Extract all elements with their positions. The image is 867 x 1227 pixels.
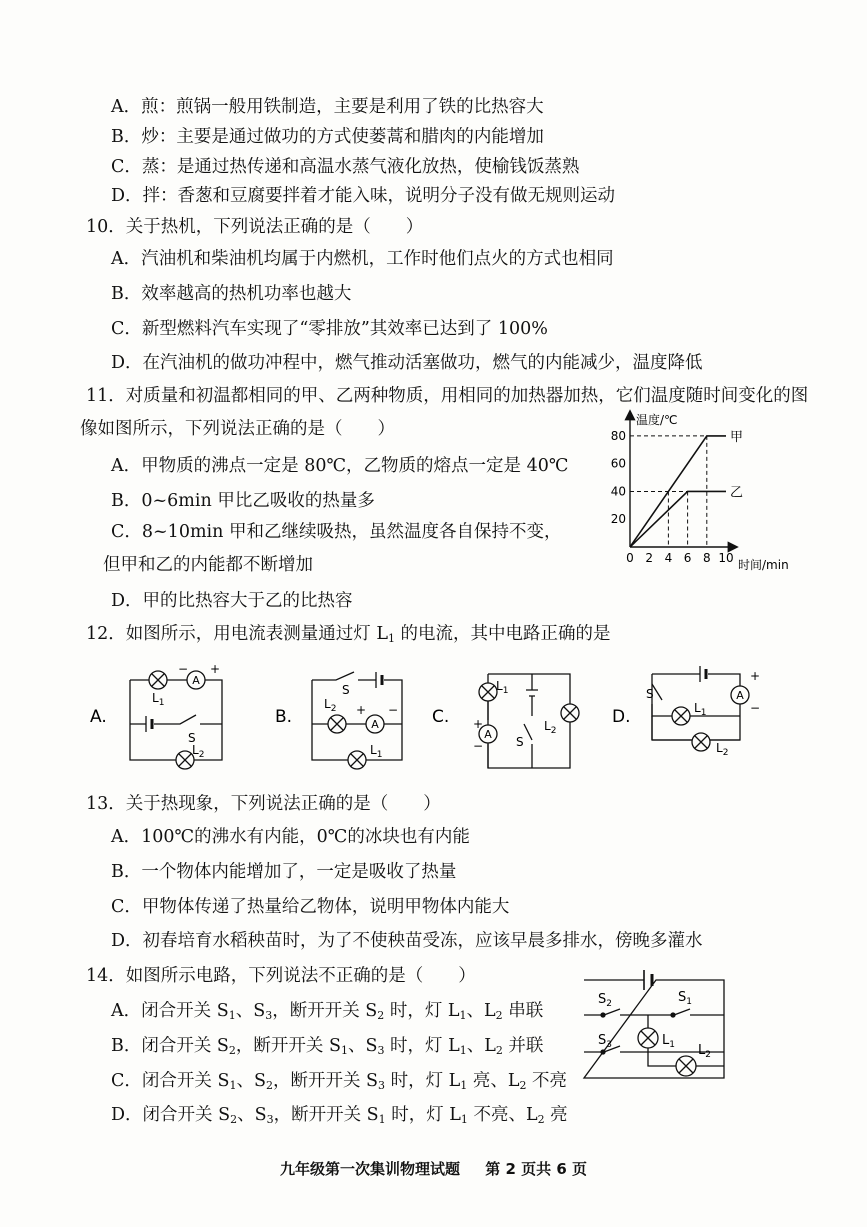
q11-stem-line1: 11．对质量和初温都相同的甲、乙两种物质，用相同的加热器加热，它们温度随时间变化的图 — [86, 386, 809, 406]
d-l1-label: $L_1$ — [694, 701, 707, 718]
text-fragment: 、L — [466, 1036, 496, 1056]
text-fragment: 不亮 — [526, 1071, 568, 1091]
footer-title: 九年级第一次集训物理试题 — [279, 1160, 460, 1178]
s1-label: $S_1$ — [678, 990, 692, 1007]
q9-option-b: B．炒：主要是通过做功的方式使蒌蒿和腊肉的内能增加 — [111, 127, 544, 147]
subscript: 2 — [537, 1113, 545, 1126]
x-tick-label: 4 — [664, 551, 673, 565]
text-fragment: 、S — [347, 1036, 378, 1056]
c-ammeter-letter: A — [484, 728, 492, 741]
q14-option-c — [111, 1070, 567, 1097]
q11-option-a: A．甲物质的沸点一定是 80℃，乙物质的熔点一定是 40℃ — [111, 456, 569, 476]
text-fragment: 串联 — [502, 1001, 544, 1021]
q10-stem: 10．关于热机，下列说法正确的是（ ） — [86, 217, 424, 237]
q11-option-b: B．0~6min 甲比乙吸收的热量多 — [111, 491, 375, 511]
text-fragment: C．闭合开关 S — [111, 1071, 230, 1091]
q14-option-a — [111, 1000, 543, 1027]
q11-option-c-line1: C．8~10min 甲和乙继续吸热，虽然温度各自保持不变， — [111, 522, 562, 542]
q13-option-b: B．一个物体内能增加了，一定是吸收了热量 — [111, 862, 457, 882]
c-l2-label: $L_2$ — [544, 719, 557, 736]
a-l2-label: $L_2$ — [192, 743, 205, 760]
b-s-label: S — [342, 683, 350, 697]
b-l1-label: $L_1$ — [370, 743, 383, 760]
a-wires — [130, 680, 222, 760]
q13-option-a: A．100℃的沸水有内能，0℃的冰块也有内能 — [111, 827, 470, 847]
q14-circuit-labels — [598, 990, 711, 1060]
y-axis-label: 温度/℃ — [636, 413, 678, 427]
subscript: 1 — [460, 1079, 468, 1092]
y-tick-label: 60 — [610, 456, 626, 471]
a-minus: − — [178, 662, 189, 676]
x-tick-label: 6 — [683, 551, 692, 565]
q11-temperature-chart — [604, 404, 804, 576]
y-tick-label: 80 — [610, 428, 626, 443]
text-fragment: 时，灯 L — [384, 1001, 460, 1021]
text-fragment: ，断开开关 S — [273, 1105, 379, 1125]
b-ammeter-letter: A — [371, 718, 379, 731]
q12-stem-a: 12．如图所示，用电流表测量通过灯 L — [86, 624, 388, 644]
circuit-b-label: B. — [275, 707, 293, 727]
q14-circuit — [574, 960, 734, 1080]
text-fragment: 不亮、L — [467, 1105, 538, 1125]
subscript: 3 — [378, 1079, 386, 1092]
x-tick-label: 0 — [626, 551, 634, 565]
l2-label: $L_2$ — [698, 1043, 711, 1060]
q12-stem — [86, 623, 611, 650]
q13-option-c: C．甲物体传递了热量给乙物体，说明甲物体内能大 — [111, 897, 510, 917]
text-fragment: B．闭合开关 S — [111, 1036, 229, 1056]
a-s-label: S — [188, 731, 196, 745]
series-label-0: 甲 — [730, 429, 744, 445]
subscript: 2 — [377, 1009, 385, 1022]
subscript: 1 — [459, 1044, 467, 1057]
c-branch — [524, 674, 538, 768]
a-l1-label: $L_1$ — [152, 691, 165, 708]
x-tick-label: 8 — [702, 551, 711, 565]
q11-option-c-line2: 但甲和乙的内能都不断增加 — [103, 555, 313, 575]
d-minus: − — [750, 701, 761, 715]
text-fragment: 亮 — [544, 1105, 568, 1125]
c-s-label: S — [516, 735, 524, 749]
q12-circuits — [80, 660, 800, 780]
q10-option-d: D．在汽油机的做功冲程中，燃气推动活塞做功，燃气的内能减少，温度降低 — [111, 353, 703, 373]
a-plus: + — [210, 662, 221, 676]
x-axis-label: 时间/min — [738, 558, 789, 572]
subscript: 2 — [228, 1044, 236, 1057]
y-tick-label: 40 — [610, 484, 626, 499]
q11-option-d: D．甲的比热容大于乙的比热容 — [111, 591, 353, 611]
q10-option-c: C．新型燃料汽车实现了“零排放”其效率已达到了 100% — [111, 319, 548, 339]
q13-option-d: D．初春培育水稻秧苗时，为了不使秧苗受冻，应该早晨多排水，傍晚多灌水 — [111, 931, 703, 951]
text-fragment: 时，灯 L — [385, 1105, 461, 1125]
text-fragment: ，断开开关 S — [272, 1001, 378, 1021]
text-fragment: 亮、L — [467, 1071, 520, 1091]
text-fragment: 、S — [235, 1001, 266, 1021]
b-l2-label: $L_2$ — [324, 697, 337, 714]
circuit-d-label: D. — [612, 707, 631, 727]
q10-option-a: A．汽油机和柴油机均属于内燃机，工作时他们点火的方式也相同 — [111, 249, 614, 269]
x-tick-label: 10 — [718, 551, 734, 565]
footer-page-number: 第 2 页共 6 页 — [485, 1160, 587, 1178]
d-l2-label: $L_2$ — [716, 741, 729, 758]
q11-stem-line2: 像如图所示，下列说法正确的是（ ） — [80, 419, 395, 439]
q14-option-d — [111, 1104, 568, 1131]
subscript: 2 — [519, 1079, 527, 1092]
q13-stem: 13．关于热现象，下列说法正确的是（ ） — [86, 794, 441, 814]
d-s-label: S — [646, 687, 654, 701]
y-tick-label: 20 — [610, 512, 626, 527]
page-footer — [0, 1158, 867, 1179]
q9-option-c: C．蒸：是通过热传递和高温水蒸气液化放热，使榆钱饭蒸熟 — [111, 157, 580, 177]
subscript: 3 — [265, 1009, 273, 1022]
text-fragment: ，断开开关 S — [235, 1036, 341, 1056]
a-ammeter-letter: A — [192, 674, 200, 687]
q9-option-a: A．煎：煎锅一般用铁制造，主要是利用了铁的比热容大 — [111, 97, 544, 117]
circuit-a-label: A. — [90, 707, 107, 727]
subscript: 3 — [266, 1113, 274, 1126]
q14-option-b — [111, 1035, 543, 1062]
subscript: 1 — [460, 1113, 468, 1126]
text-fragment: 、S — [237, 1105, 267, 1125]
subscript: 3 — [377, 1044, 385, 1057]
subscript: 2 — [495, 1009, 503, 1022]
subscript: 2 — [265, 1079, 273, 1092]
c-l1-label: $L_1$ — [496, 679, 509, 696]
c-plus: + — [473, 717, 484, 731]
q9-option-d: D．拌：香葱和豆腐要拌着才能入味，说明分子没有做无规则运动 — [111, 186, 616, 206]
s3-label: $S_3$ — [598, 1033, 612, 1050]
text-fragment: 并联 — [502, 1036, 544, 1056]
l1-label: $L_1$ — [662, 1033, 675, 1050]
text-fragment: 时，灯 L — [385, 1071, 461, 1091]
text-fragment: D．闭合开关 S — [111, 1105, 231, 1125]
subscript: 2 — [230, 1113, 238, 1126]
subscript: 1 — [340, 1044, 348, 1057]
x-tick-label: 2 — [645, 551, 654, 565]
text-fragment: 、S — [236, 1071, 266, 1091]
series-label-1: 乙 — [730, 485, 744, 501]
q14-stem: 14．如图所示电路，下列说法不正确的是（ ） — [86, 966, 476, 986]
d-ammeter-letter: A — [736, 689, 744, 702]
text-fragment: ，断开开关 S — [272, 1071, 379, 1091]
subscript: 1 — [459, 1009, 467, 1022]
q12-stem-sub: 1 — [387, 632, 395, 645]
s2-label: $S_2$ — [598, 992, 612, 1009]
text-fragment: A．闭合开关 S — [111, 1001, 229, 1021]
text-fragment: 时，灯 L — [384, 1036, 460, 1056]
q10-option-b: B．效率越高的热机功率也越大 — [111, 284, 352, 304]
a-middle — [130, 715, 222, 724]
text-fragment: 、L — [466, 1001, 496, 1021]
c-minus: − — [473, 739, 484, 753]
series-line-1 — [630, 491, 726, 547]
subscript: 1 — [229, 1079, 237, 1092]
subscript: 2 — [495, 1044, 503, 1057]
subscript: 1 — [378, 1113, 386, 1126]
circuit-c-label: C. — [432, 707, 450, 727]
d-plus: + — [750, 669, 761, 683]
b-minus: − — [388, 703, 399, 717]
subscript: 1 — [228, 1009, 236, 1022]
b-plus: + — [356, 703, 367, 717]
q12-stem-b: 的电流，其中电路正确的是 — [394, 624, 611, 644]
